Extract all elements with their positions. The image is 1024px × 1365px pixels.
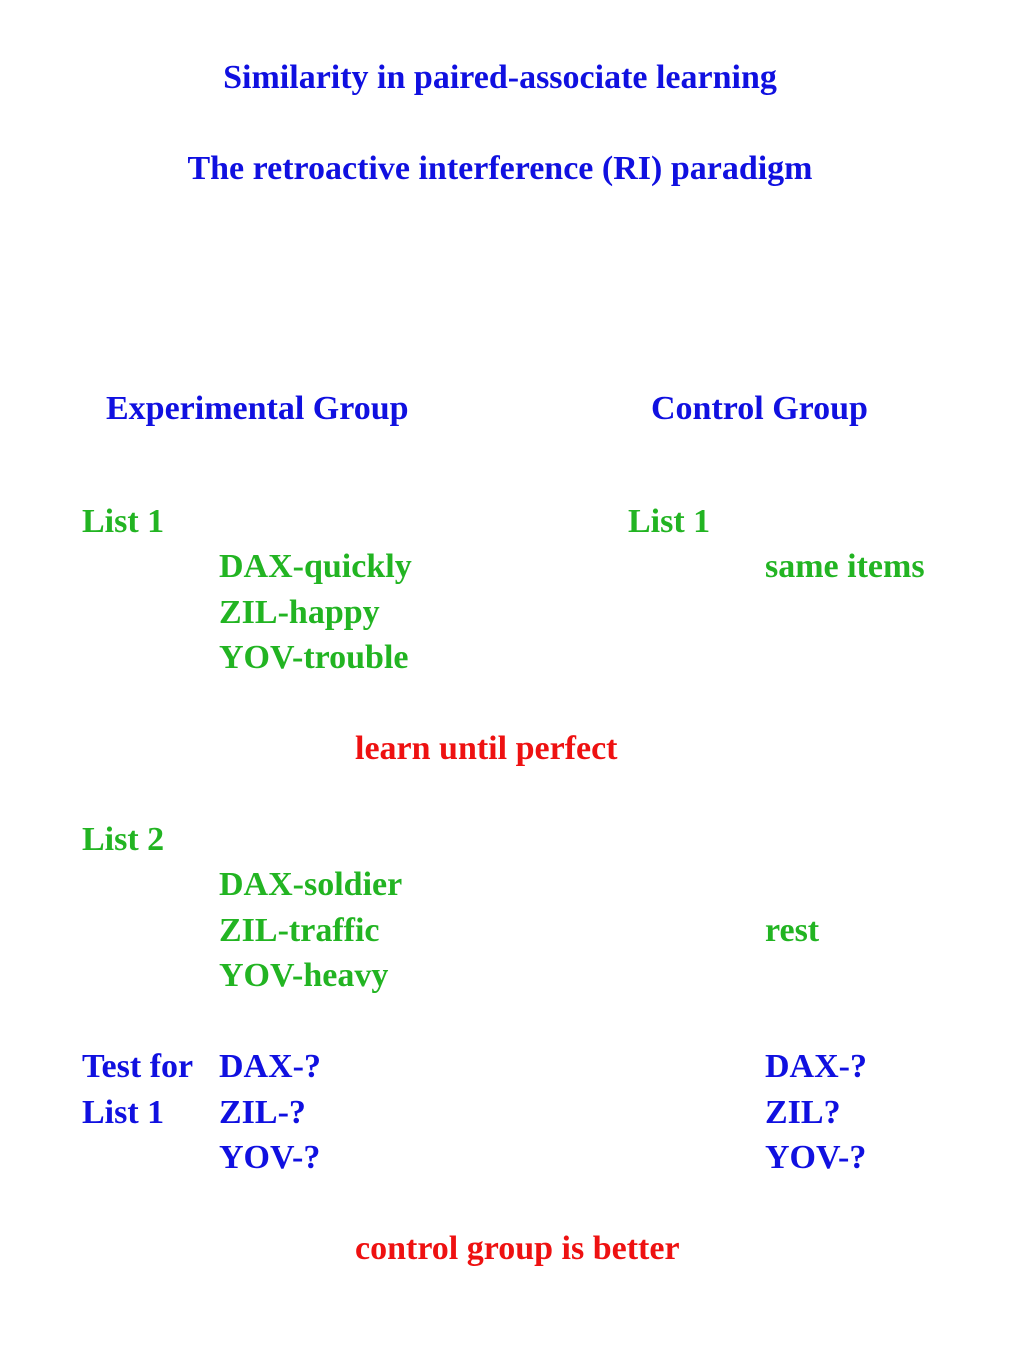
conclusion-note: control group is better bbox=[355, 1230, 680, 1267]
learn-note: learn until perfect bbox=[355, 730, 618, 767]
control-group-header: Control Group bbox=[651, 390, 868, 427]
list1-item: DAX-quickly bbox=[219, 548, 412, 585]
list2-item: ZIL-traffic bbox=[219, 912, 380, 949]
test-item: ZIL-? bbox=[219, 1094, 306, 1131]
control-test-item: DAX-? bbox=[765, 1048, 867, 1085]
list1-item: YOV-trouble bbox=[219, 639, 409, 676]
list1-item: ZIL-happy bbox=[219, 594, 380, 631]
list2-label: List 2 bbox=[82, 821, 165, 858]
test-label-line1: Test for bbox=[82, 1048, 194, 1085]
list1-label: List 1 bbox=[82, 503, 165, 540]
control-test-item: ZIL? bbox=[765, 1094, 841, 1131]
control-rest-text: rest bbox=[765, 912, 820, 949]
test-item: DAX-? bbox=[219, 1048, 321, 1085]
slide-title: Similarity in paired-associate learning bbox=[223, 59, 777, 96]
test-item: YOV-? bbox=[219, 1139, 321, 1176]
slide-subtitle: The retroactive interference (RI) paradigm bbox=[187, 150, 813, 187]
list2-item: YOV-heavy bbox=[219, 957, 389, 994]
control-list1-label: List 1 bbox=[628, 503, 711, 540]
experimental-group-header: Experimental Group bbox=[106, 390, 409, 427]
control-test-item: YOV-? bbox=[765, 1139, 867, 1176]
list2-item: DAX-soldier bbox=[219, 866, 403, 903]
control-list1-text: same items bbox=[765, 548, 925, 585]
test-label-line2: List 1 bbox=[82, 1094, 165, 1131]
